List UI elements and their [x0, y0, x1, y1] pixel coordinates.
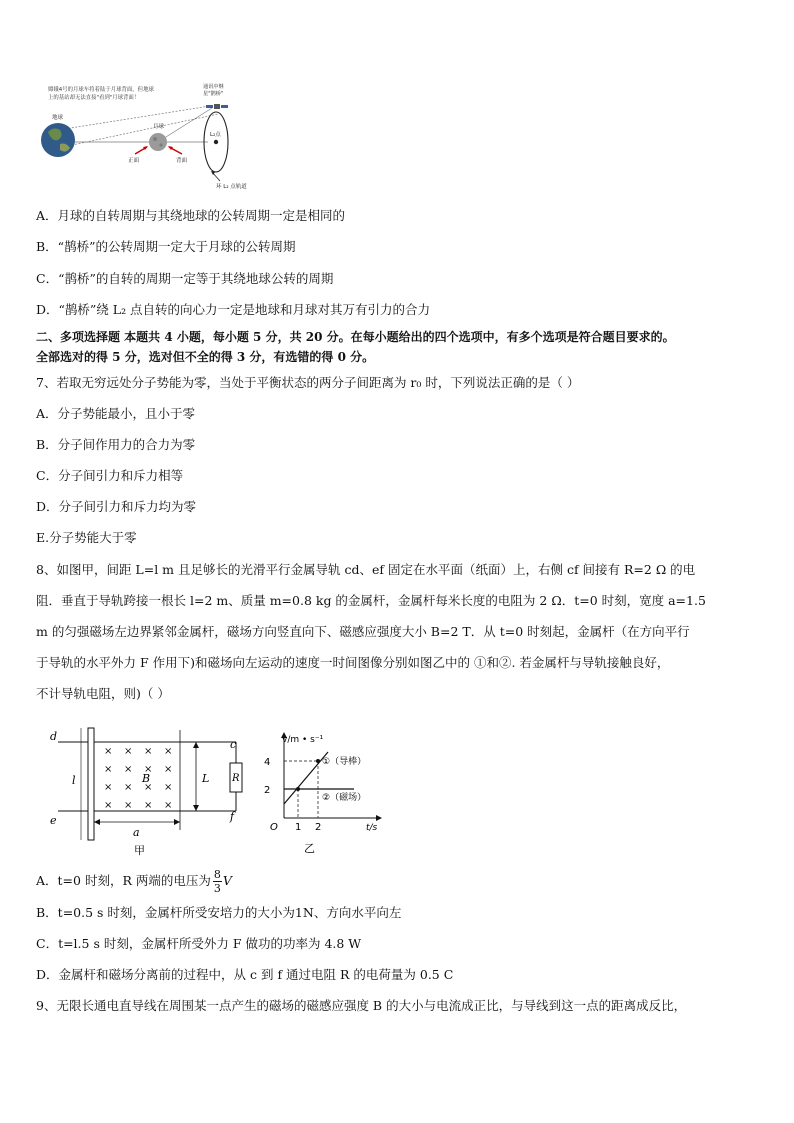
orbit-label: 环 L₂ 点轨道 — [216, 184, 247, 190]
svg-text:×: × — [144, 782, 153, 793]
q7-stem: 7、若取无穷远处分子势能为零，当处于平衡状态的两分子间距离为 r₀ 时，下列说法正确的是（ ） — [36, 375, 580, 390]
callout-text-2: 上的基站却无法直接"看到"月球背面！ — [48, 95, 140, 101]
origin-label: O — [270, 822, 278, 833]
label-a: a — [133, 826, 140, 839]
svg-text:×: × — [124, 782, 133, 793]
q8-option-c: C．t=l.5 s 时刻，金属杆所受外力 F 做功的功率为 4.8 W — [36, 936, 362, 951]
figure-jia-circuit — [46, 722, 261, 857]
svg-text:×: × — [144, 764, 153, 775]
svg-text:×: × — [164, 746, 173, 757]
section2-line2: 全部选对的得 5 分，选对但不全的得 3 分，有选错的得 0 分。 — [36, 350, 375, 364]
label-e: e — [50, 814, 57, 827]
label-l: l — [72, 774, 76, 787]
line2-label: ②（磁场） — [322, 793, 367, 803]
q7-option-a: A．分子势能最小，且小于零 — [36, 406, 196, 421]
label-c: c — [230, 738, 237, 751]
svg-text:×: × — [124, 764, 133, 775]
q8-stem-line5: 不计导轨电阻，则)（ ） — [36, 686, 170, 701]
svg-text:×: × — [104, 764, 113, 775]
x-tick-1: 1 — [295, 822, 302, 833]
svg-text:×: × — [164, 800, 173, 811]
svg-text:×: × — [164, 764, 173, 775]
front-label: 正面 — [128, 158, 140, 164]
line1-label: ①（导棒） — [322, 757, 367, 767]
metal-bar — [88, 728, 94, 840]
label-b: B — [142, 772, 151, 785]
label-r: R — [232, 773, 240, 784]
label-big-l: L — [202, 772, 210, 785]
caption-jia: 甲 — [134, 844, 145, 857]
moon-icon — [149, 133, 167, 151]
fraction-numerator: 8 — [213, 867, 221, 881]
satellite-icon — [206, 104, 228, 109]
svg-text:×: × — [104, 746, 113, 757]
q6-option-a: A．月球的自转周期与其绕地球的公转周期一定是相同的 — [36, 208, 346, 223]
q8-option-b: B．t=0.5 s 时刻，金属杆所受安培力的大小为1N、方向水平向左 — [36, 905, 402, 920]
q7-option-e: E.分子势能大于零 — [36, 530, 137, 545]
relay-label-1: 通讯中继 — [203, 84, 224, 90]
q8-option-a — [36, 866, 232, 896]
unit-v: V — [222, 873, 232, 888]
q7-option-c: C．分子间引力和斥力相等 — [36, 468, 184, 483]
label-d: d — [50, 730, 58, 743]
svg-text:×: × — [144, 746, 153, 757]
magnetic-field-crosses — [104, 746, 172, 811]
y-axis-label: v/m • s⁻¹ — [282, 735, 324, 745]
q8-option-a-text: A．t=0 时刻，R 两端的电压为 — [36, 873, 211, 888]
q8-stem-line1: 8、如图甲，间距 L=l m 且足够长的光滑平行金属导轨 cd、ef 固定在水平面（纸面）上，右侧 cf 间接有 R=2 Ω 的电 — [36, 562, 696, 577]
svg-text:×: × — [124, 800, 133, 811]
y-tick-2: 2 — [264, 785, 271, 796]
svg-text:×: × — [144, 800, 153, 811]
q9-stem: 9、无限长通电直导线在周围某一点产生的磁场的磁感应强度 B 的大小与电流成正比，与导线到这一点的距离成反比， — [36, 998, 687, 1013]
svg-text:×: × — [104, 782, 113, 793]
relay-label-2: 星"鹊桥" — [203, 91, 224, 97]
q8-stem-line2: 阻．垂直于导轨跨接一根长 l=2 m、质量 m=0.8 kg 的金属杆，金属杆每米长度的电阻为 2 Ω．t=0 时刻，宽度 a=1.5 — [36, 593, 706, 608]
l2-label: L₂点 — [210, 132, 221, 138]
earth-label: 地球 — [52, 115, 64, 121]
q8-stem-line3: m 的匀强磁场左边界紧邻金属杆，磁场方向竖直向下、磁感应强度大小 B=2 T．从 t=0 时刻起，金属杆（在方向平行 — [36, 624, 690, 639]
section2-line1: 二、多项选择题 本题共 4 小题，每小题 5 分，共 20 分。在每小题给出的四个选项中，有多个选项是符合题目要求的。 — [36, 330, 675, 344]
fraction — [213, 868, 222, 895]
svg-text:×: × — [164, 782, 173, 793]
q7-option-b: B．分子间作用力的合力为零 — [36, 437, 196, 452]
callout-text-1: 嫦娥4号的月球车将着陆于月球背面，但地球 — [48, 87, 154, 93]
back-label: 背面 — [176, 158, 188, 164]
q7-option-d: D．分子间引力和斥力均为零 — [36, 499, 197, 514]
svg-text:×: × — [104, 800, 113, 811]
figure-yi-graph — [262, 728, 392, 856]
label-f: f — [230, 810, 235, 823]
q8-stem-line4: 于导轨的水平外力 F 作用下)和磁场向左运动的速度一时间图像分别如图乙中的 ①和②. 若金属杆与导轨接触良好， — [36, 655, 670, 670]
x-axis-label: t/s — [366, 823, 378, 833]
fraction-denominator: 3 — [213, 881, 221, 895]
svg-text:×: × — [124, 746, 133, 757]
q6-option-c: C．“鹊桥”的自转的周期一定等于其绕地球公转的周期 — [36, 271, 334, 286]
q6-option-b: B．“鹊桥”的公转周期一定大于月球的公转周期 — [36, 239, 296, 254]
q8-option-d: D．金属杆和磁场分离前的过程中，从 c 到 f 通过电阻 R 的电荷量为 0.5 C — [36, 967, 454, 982]
caption-yi: 乙 — [304, 842, 315, 855]
y-tick-4: 4 — [264, 757, 271, 768]
earth-moon-l2-figure — [40, 78, 270, 193]
moon-label: 月球 — [153, 124, 165, 130]
q6-option-d: D．“鹊桥”绕 L₂ 点自转的向心力一定是地球和月球对其万有引力的合力 — [36, 302, 431, 317]
x-tick-2: 2 — [315, 822, 322, 833]
